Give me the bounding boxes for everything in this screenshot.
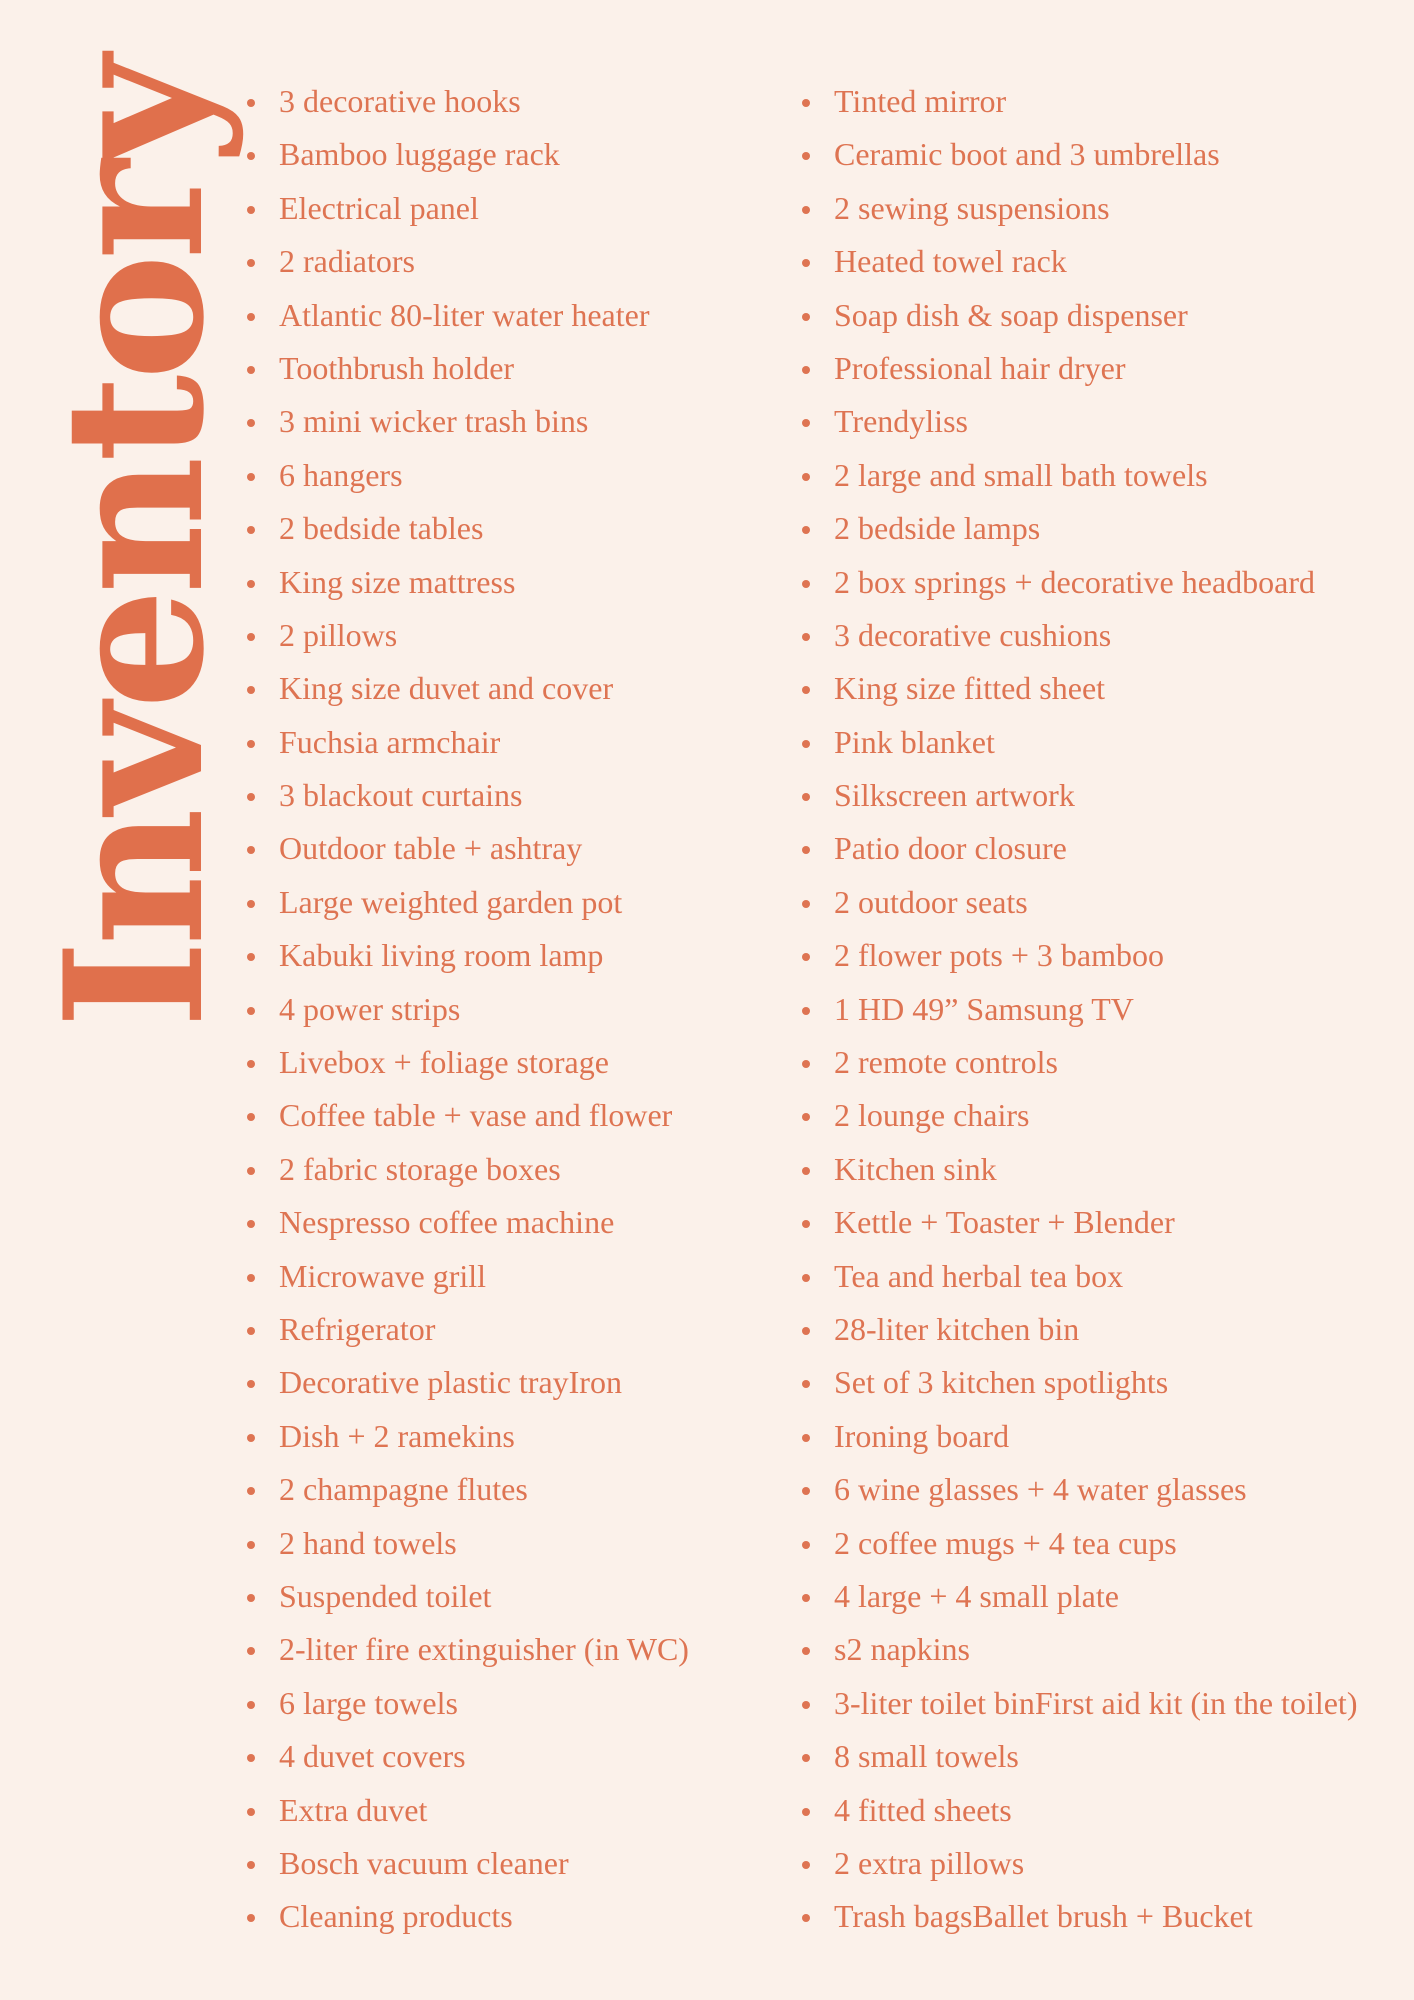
list-item — [799, 128, 1411, 181]
list-item-label: 3 decorative hooks — [279, 83, 521, 119]
list-item-label: Ironing board — [834, 1417, 1010, 1454]
list-item — [799, 1250, 1411, 1303]
list-item — [799, 769, 1411, 822]
list-item-label: Electrical panel — [279, 189, 479, 226]
list-item — [244, 1570, 764, 1623]
inventory-list-left — [244, 75, 764, 1944]
list-item-label: 2 radiators — [279, 243, 415, 280]
list-item — [244, 502, 764, 555]
list-item-label: King size duvet and cover — [279, 670, 614, 707]
list-item-label: Kettle + Toaster + Blender — [834, 1204, 1175, 1241]
list-item — [799, 1730, 1411, 1783]
list-item — [799, 1196, 1411, 1249]
list-item — [799, 235, 1411, 288]
list-item — [244, 128, 764, 181]
list-item — [799, 929, 1411, 982]
list-item-label: Kabuki living room lamp — [279, 937, 604, 974]
list-item-label: Professional hair dryer — [834, 349, 1126, 386]
list-item — [799, 1784, 1411, 1837]
list-item-label: 2 pillows — [279, 616, 398, 653]
list-item-label: Cleaning products — [279, 1898, 513, 1935]
list-item — [244, 1143, 764, 1196]
list-item — [799, 1089, 1411, 1142]
list-item-label: Soap dish & soap dispenser — [834, 296, 1188, 333]
list-item-label: Outdoor table + ashtray — [279, 830, 583, 867]
list-item — [799, 1463, 1411, 1516]
list-item — [244, 1677, 764, 1730]
list-item-label: King size fitted sheet — [834, 670, 1106, 707]
list-item-label: 3 mini wicker trash bins — [279, 403, 589, 440]
list-item-label: Suspended toilet — [279, 1577, 492, 1614]
list-item-label: 4 fitted sheets — [834, 1791, 1012, 1828]
list-item-label: Silkscreen artwork — [834, 777, 1075, 814]
list-item-label: 6 hangers — [279, 456, 403, 493]
list-item-label: 2 large and small bath towels — [834, 456, 1208, 493]
inventory-list-right — [799, 75, 1411, 1944]
list-item-label: 4 large + 4 small plate — [834, 1577, 1119, 1614]
list-item — [244, 609, 764, 662]
list-item — [799, 449, 1411, 502]
list-item-label: Trendyliss — [834, 403, 968, 440]
list-item — [799, 1143, 1411, 1196]
list-item-label: 6 large towels — [279, 1684, 458, 1721]
list-item — [799, 1303, 1411, 1356]
list-item-label: Nespresso coffee machine — [279, 1204, 615, 1241]
list-item — [799, 1570, 1411, 1623]
list-item — [244, 1517, 764, 1570]
list-item-label: Bosch vacuum cleaner — [279, 1844, 569, 1881]
list-item-label: Tinted mirror — [834, 83, 1007, 119]
list-item-label: 6 wine glasses + 4 water glasses — [834, 1471, 1247, 1508]
list-item — [799, 716, 1411, 769]
list-item-label: Trash bagsBallet brush + Bucket — [834, 1898, 1253, 1935]
list-item-label: Tea and herbal tea box — [834, 1257, 1124, 1294]
list-item — [799, 1890, 1411, 1943]
list-item — [244, 1089, 764, 1142]
list-item — [244, 556, 764, 609]
list-item — [799, 1410, 1411, 1463]
list-item — [244, 1890, 764, 1943]
list-item-label: 4 duvet covers — [279, 1738, 466, 1775]
list-item-label: King size mattress — [279, 563, 516, 600]
list-item-label: 2 box springs + decorative headboard — [834, 563, 1316, 600]
list-item-label: Ceramic boot and 3 umbrellas — [834, 136, 1220, 173]
list-item-label: 2 coffee mugs + 4 tea cups — [834, 1524, 1177, 1561]
list-item — [799, 662, 1411, 715]
list-item-label: 2 outdoor seats — [834, 883, 1028, 920]
list-item-label: 8 small towels — [834, 1738, 1019, 1775]
list-item-label: Fuchsia armchair — [279, 723, 501, 760]
list-item-label: 3 blackout curtains — [279, 777, 523, 814]
list-item — [244, 1837, 764, 1890]
list-item — [244, 1623, 764, 1676]
list-item — [244, 1410, 764, 1463]
list-item — [244, 716, 764, 769]
list-item-label: Pink blanket — [834, 723, 995, 760]
list-item-label: Heated towel rack — [834, 243, 1067, 280]
list-item — [799, 1517, 1411, 1570]
list-item-label: Set of 3 kitchen spotlights — [834, 1364, 1169, 1401]
list-item — [799, 556, 1411, 609]
list-item-label: Dish + 2 ramekins — [279, 1417, 515, 1454]
list-item — [799, 983, 1411, 1036]
list-item — [244, 1196, 764, 1249]
list-item-label: 2 bedside lamps — [834, 510, 1041, 547]
list-item — [244, 75, 764, 128]
list-item — [244, 822, 764, 875]
list-item — [799, 1837, 1411, 1890]
list-item — [799, 1356, 1411, 1409]
list-item-label: 2 fabric storage boxes — [279, 1150, 561, 1187]
list-item — [244, 1463, 764, 1516]
list-item-label: 2 remote controls — [834, 1044, 1058, 1081]
list-item-label: 2 hand towels — [279, 1524, 457, 1561]
list-item-label: Decorative plastic trayIron — [279, 1364, 622, 1401]
list-item — [799, 609, 1411, 662]
list-item — [799, 395, 1411, 448]
list-item-label: s2 napkins — [834, 1631, 970, 1668]
page-title: Inventory — [23, 61, 246, 1029]
list-item-label: 2 bedside tables — [279, 510, 484, 547]
list-item-label: Refrigerator — [279, 1310, 436, 1347]
list-item-label: Livebox + foliage storage — [279, 1044, 609, 1081]
list-item — [799, 182, 1411, 235]
list-item — [244, 342, 764, 395]
list-item — [244, 1036, 764, 1089]
list-item-label: 3 decorative cushions — [834, 616, 1112, 653]
list-item-label: 1 HD 49” Samsung TV — [834, 990, 1134, 1027]
list-item-label: 2 flower pots + 3 bamboo — [834, 937, 1164, 974]
list-item — [244, 289, 764, 342]
list-item — [244, 395, 764, 448]
list-item — [244, 235, 764, 288]
list-item-label: 2 lounge chairs — [834, 1097, 1030, 1134]
list-item-label: Toothbrush holder — [279, 349, 515, 386]
list-item — [244, 1303, 764, 1356]
list-item — [244, 1730, 764, 1783]
list-item — [244, 876, 764, 929]
list-item — [799, 1036, 1411, 1089]
list-item-label: Kitchen sink — [834, 1150, 997, 1187]
list-item — [244, 1784, 764, 1837]
list-item-label: Atlantic 80-liter water heater — [279, 296, 650, 333]
list-item — [244, 1356, 764, 1409]
list-item — [799, 822, 1411, 875]
list-item — [244, 929, 764, 982]
list-item — [244, 182, 764, 235]
list-item-label: 2 champagne flutes — [279, 1471, 528, 1508]
list-item-label: Large weighted garden pot — [279, 883, 623, 920]
list-item — [799, 502, 1411, 555]
list-item-label: 2 sewing suspensions — [834, 189, 1110, 226]
list-item — [244, 769, 764, 822]
list-item — [244, 662, 764, 715]
list-item — [799, 1677, 1411, 1730]
list-item — [799, 876, 1411, 929]
page-title-block — [0, 0, 246, 2000]
list-item — [799, 342, 1411, 395]
list-item-label: 2 extra pillows — [834, 1844, 1025, 1881]
list-item-label: Coffee table + vase and flower — [279, 1097, 673, 1134]
list-item — [799, 1623, 1411, 1676]
list-item — [244, 449, 764, 502]
list-item — [799, 75, 1411, 128]
list-item — [799, 289, 1411, 342]
list-item-label: 3-liter toilet binFirst aid kit (in the toilet) — [834, 1684, 1358, 1721]
list-item-label: Bamboo luggage rack — [279, 136, 560, 173]
list-item-label: 2-liter fire extinguisher (in WC) — [279, 1631, 689, 1668]
list-item-label: Extra duvet — [279, 1791, 428, 1828]
list-item — [244, 1250, 764, 1303]
list-item — [244, 983, 764, 1036]
list-item-label: 4 power strips — [279, 990, 461, 1027]
list-item-label: Patio door closure — [834, 830, 1067, 867]
list-item-label: 28-liter kitchen bin — [834, 1310, 1080, 1347]
list-item-label: Microwave grill — [279, 1257, 487, 1294]
